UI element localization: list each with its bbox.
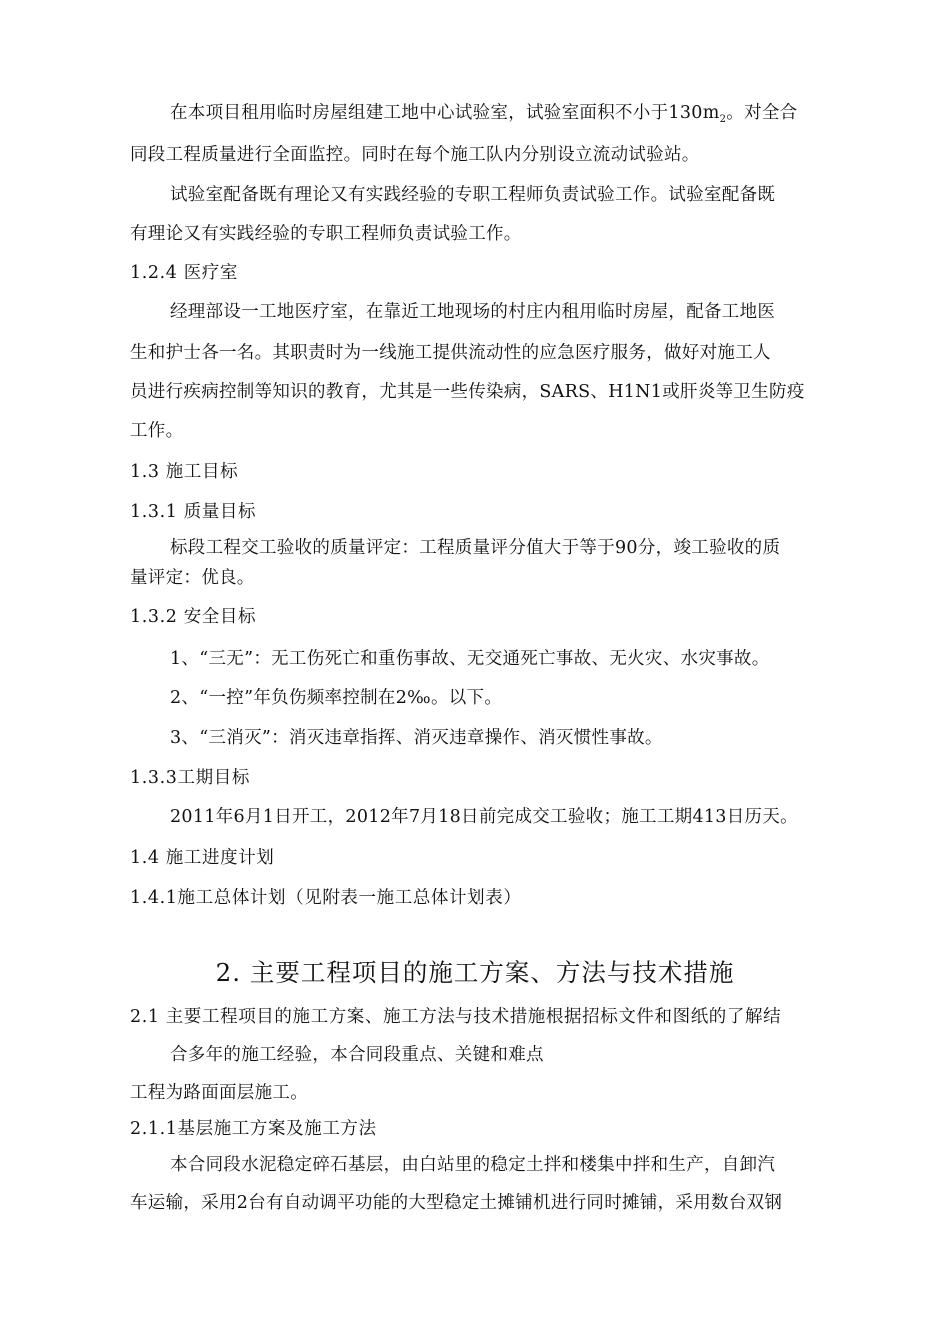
chapter-heading-2: 2. 主要工程项目的施工方案、方法与技术措施: [215, 958, 735, 987]
paragraph-clinic-line-3: 员进行疾病控制等知识的教育，尤其是一些传染病，SARS、H1N1或肝炎等卫生防疫: [130, 382, 805, 402]
heading-2-1: 2.1 主要工程项目的施工方案、施工方法与技术措施根据招标文件和图纸的了解结: [130, 1007, 782, 1027]
paragraph-quality-line-1: 标段工程交工验收的质量评定：工程质量评分值大于等于90分，竣工验收的质: [170, 538, 781, 558]
safety-item-1: 1、“三无”：无工伤死亡和重伤事故、无交通死亡事故、无火灾、水灾事故。: [170, 649, 770, 669]
paragraph-lab-line-1: 在本项目租用临时房屋组建工地中心试验室，试验室面积不小于$130m_2$。对全合: [170, 103, 798, 125]
unit-superscript: 2: [719, 114, 727, 125]
heading-1-3-3: 1.3.3工期目标: [130, 768, 250, 788]
heading-1-4-1: 1.4.1施工总体计划（见附表一施工总体计划表）: [130, 888, 522, 908]
paragraph-schedule: 2011年6月1日开工，2012年7月18日前完成交工验收；施工工期413日历天。: [170, 807, 798, 827]
safety-item-2: 2、“一控”年负伤频率控制在2‰。以下。: [170, 688, 503, 708]
paragraph-base-line-2: 车运输，采用2台有自动调平功能的大型稳定土摊铺机进行同时摊铺，采用数台双钢: [130, 1193, 783, 1213]
paragraph-base-line-1: 本合同段水泥稳定碎石基层，由白站里的稳定土拌和楼集中拌和生产，自卸汽: [170, 1155, 776, 1175]
paragraph-clinic-line-4: 工作。: [130, 421, 184, 441]
heading-1-3-2: 1.3.2 安全目标: [130, 607, 257, 627]
safety-item-3: 3、“三消灭”：消灭违章指挥、消灭违章操作、消灭惯性事故。: [170, 728, 663, 748]
paragraph-staff-line-2: 有理论又有实践经验的专职工程师负责试验工作。: [130, 224, 522, 244]
heading-1-3: 1.3 施工目标: [130, 462, 239, 482]
heading-1-4: 1.4 施工进度计划: [130, 848, 275, 868]
paragraph-quality-line-2: 量评定：优良。: [130, 568, 255, 588]
paragraph-2-1-line-2: 合多年的施工经验，本合同段重点、关键和难点: [170, 1045, 544, 1065]
heading-1-3-1: 1.3.1 质量目标: [130, 502, 257, 522]
paragraph-staff-line-1: 试验室配备既有理论又有实践经验的专职工程师负责试验工作。试验室配备既: [170, 185, 776, 205]
paragraph-clinic-line-2: 生和护士各一名。其职责时为一线施工提供流动性的应急医疗服务，做好对施工人: [130, 343, 771, 363]
paragraph-clinic-line-1: 经理部设一工地医疗室，在靠近工地现场的村庄内租用临时房屋，配备工地医: [170, 302, 776, 322]
paragraph-lab-line-2: 同段工程质量进行全面监控。同时在每个施工队内分别设立流动试验站。: [130, 145, 700, 165]
heading-2-1-1: 2.1.1基层施工方案及施工方法: [130, 1119, 377, 1139]
paragraph-2-1-line-3: 工程为路面面层施工。: [130, 1083, 308, 1103]
heading-1-2-4: 1.2.4 医疗室: [130, 263, 238, 283]
